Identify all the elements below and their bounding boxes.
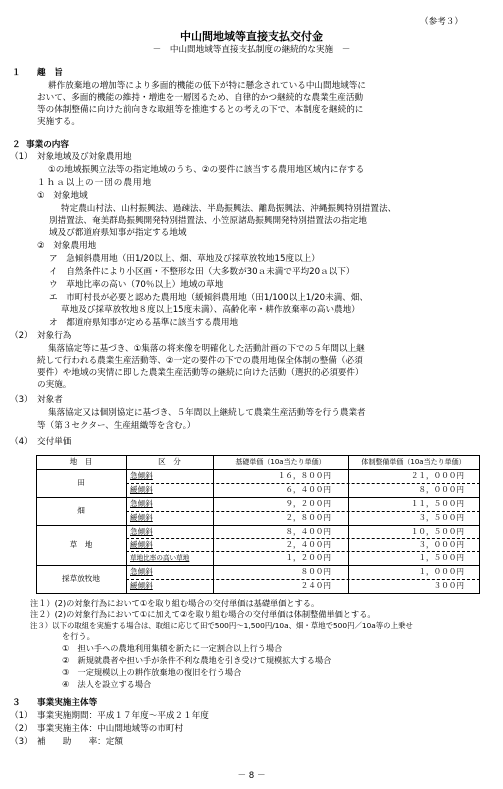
rate-table xyxy=(36,455,480,593)
farmland-item: エ 市町村長が必要と認めた農用地（緩傾斜農用地（田1/100以上1/20未満、畑、 xyxy=(49,293,369,303)
subsection-1-line: １ｈａ以上の一団の農用地 xyxy=(37,178,153,188)
subsection-1-heading: 対象地域及び対象農用地 xyxy=(37,152,132,162)
row-divider xyxy=(126,483,480,484)
subsection-2-heading: 対象行為 xyxy=(37,331,72,341)
target-area-line: 域及び都道府県知事が指定する地域 xyxy=(49,228,187,238)
farmland-item: ウ 草地比率の高い（70％以上）地域の草地 xyxy=(49,280,224,290)
subsection-4-label: （4） xyxy=(10,437,33,447)
category-cell: 急傾斜 xyxy=(130,499,153,508)
full-rate-cell: １１，５００円 xyxy=(410,499,464,508)
full-rate-cell: １，５００円 xyxy=(418,553,464,562)
table-rule xyxy=(36,593,480,594)
subsection-1-label: （1） xyxy=(10,152,33,162)
base-rate-cell: ８，４００円 xyxy=(285,527,331,536)
target-area-line: 別措置法、奄美群島振興開発特別措置法、小笠原諸島振興開発特別措置法の指定地 xyxy=(49,216,367,226)
section-3-item: 事業実施期間：平成１７年度～平成２１年度 xyxy=(37,711,209,721)
subsection-1-line: ①の地域振興立法等の指定地域のうち、②の要件に該当する農用地区域内に存する xyxy=(48,165,365,175)
section-1-line: おいて、多面的機能の維持・増進を一層図るため、自律的かつ継続的な農業生産活動 xyxy=(37,93,364,103)
full-rate-cell: １，０００円 xyxy=(418,567,464,576)
farmland-item: オ 都道府県知事が定める基準に該当する農用地 xyxy=(49,318,239,328)
table-header: 区 分 xyxy=(158,457,181,466)
table-note: 注２）(2)の対象行為において①に加えて②を取り組む場合の交付単価は体制整備単価とする。 xyxy=(30,609,376,619)
full-rate-cell: ３００円 xyxy=(433,581,464,590)
subsection-3-line: 集落協定又は個別協定に基づき、５年間以上継続して農業生産活動等を行う農業者 xyxy=(48,408,366,418)
section-3-number: ３ xyxy=(12,698,21,708)
table-rule xyxy=(36,525,480,526)
section-1-line: 等の体制整備に向けた前向きな取組等を推進するとの考えの下で、本制度を継続的に xyxy=(37,105,364,115)
section-3-item: 補 助 率：定額 xyxy=(37,737,123,747)
page-number: － 8 － xyxy=(237,771,266,781)
full-rate-cell: １０，５００円 xyxy=(410,527,464,536)
base-rate-cell: ６，４００円 xyxy=(285,485,331,494)
subsection-2-line: の実施。 xyxy=(37,380,72,390)
subsection-3-heading: 対象者 xyxy=(37,395,63,405)
table-rule xyxy=(36,565,480,566)
full-rate-cell: ３，０００円 xyxy=(418,540,464,549)
section-3-item-label: （1） xyxy=(10,711,33,721)
table-note: ④ 法人を設立する場合 xyxy=(62,679,152,689)
farmland-item: 草地及び採草放牧地８度以上15度未満）、高齢化率・耕作放棄率の高い農地） xyxy=(61,305,360,315)
land-type-cell: 採草放牧地 xyxy=(62,574,100,583)
section-3-item-label: （2） xyxy=(10,724,33,734)
page-title: 中山間地域等直接支払交付金 xyxy=(180,30,323,43)
table-rule xyxy=(36,455,480,456)
table-note: を行う。 xyxy=(62,631,95,641)
subsection-2-line: 集落協定等に基づき、①集落の将来像を明確化した活動計画の下での５年間以上継 xyxy=(48,344,365,354)
target-farmland-heading: ② 対象農用地 xyxy=(37,241,97,251)
full-rate-cell: ２１，０００円 xyxy=(410,471,464,480)
subsection-2-line: 続して行われる農業生産活動等、②一定の要件の下での農用地保全体制の整備（必須 xyxy=(37,356,363,366)
category-cell: 急傾斜 xyxy=(130,527,153,536)
base-rate-cell: １，２００円 xyxy=(285,553,331,562)
section-3-item-label: （3） xyxy=(10,737,33,747)
table-note: ② 新規就農者や担い手が条件不利な農地を引き受けて規模拡大する場合 xyxy=(62,655,332,665)
table-rule xyxy=(36,455,37,593)
row-divider xyxy=(126,538,480,539)
section-1-line: 耕作放棄地の増加等により多面的機能の低下が特に懸念されている中山間地域等に xyxy=(48,81,366,91)
section-3-heading: 事業実施主体等 xyxy=(37,698,98,708)
subsection-2-label: （2） xyxy=(10,331,33,341)
table-header: 地 目 xyxy=(69,457,93,466)
category-cell: 草地比率の高い草地 xyxy=(130,554,190,562)
base-rate-cell: １６，８００円 xyxy=(277,471,331,480)
table-rule xyxy=(126,455,127,593)
section-1-number: １ xyxy=(12,68,21,78)
reference-label: （参考３） xyxy=(420,17,463,27)
target-area-line: 特定農山村法、山村振興法、過疎法、半島振興法、離島振興法、沖縄振興特別措置法、 xyxy=(61,204,397,214)
land-type-cell: 畑 xyxy=(77,506,85,515)
full-rate-cell: ３，５００円 xyxy=(418,513,464,522)
subsection-2-line: 要件）や地域の実情に即した農業生産活動等の継続に向けた活動（選択的必須要件） xyxy=(37,368,364,378)
subsection-3-label: （3） xyxy=(10,395,33,405)
table-rule xyxy=(479,455,480,593)
table-header: 体制整備単価（10a当たり単価） xyxy=(361,458,466,466)
category-cell: 緩傾斜 xyxy=(130,513,153,522)
farmland-item: イ 自然条件により小区画・不整形な田（大多数が30ａ未満で平均20ａ以下） xyxy=(49,267,355,277)
table-rule xyxy=(36,497,480,498)
subsection-3-line: 等（第３セクター、生産組織等を含む。） xyxy=(37,421,196,431)
row-divider xyxy=(126,579,480,580)
base-rate-cell: ８００円 xyxy=(300,567,331,576)
category-cell: 急傾斜 xyxy=(130,471,153,480)
subsection-4-heading: 交付単価 xyxy=(37,437,72,447)
target-area-heading: ① 対象地域 xyxy=(37,191,88,201)
page-subtitle: － 中山間地域等直接支払制度の継続的な実施 － xyxy=(152,45,351,55)
table-rule xyxy=(36,469,480,470)
section-2-heading: 事業の内容 xyxy=(26,140,69,150)
category-cell: 緩傾斜 xyxy=(130,581,153,590)
category-cell: 緩傾斜 xyxy=(130,540,153,549)
section-1-line: 実施する。 xyxy=(37,117,80,127)
farmland-item: ア 急傾斜農用地（田1/20以上、畑、草地及び採草放牧地15度以上） xyxy=(49,254,320,264)
section-3-item: 事業実施主体：中山間地域等の市町村 xyxy=(37,724,184,734)
base-rate-cell: ２４０円 xyxy=(300,581,331,590)
category-cell: 急傾斜 xyxy=(130,567,153,576)
row-divider xyxy=(126,511,480,512)
table-note: 注３）以下の取組を実施する場合は、取組に応じて田で500円～1,500円/10a、畑・草地で500円／10a等の上乗せ xyxy=(30,621,413,630)
base-rate-cell: ２，８００円 xyxy=(285,513,331,522)
section-1-heading: 趣 旨 xyxy=(37,68,63,78)
base-rate-cell: ２，４００円 xyxy=(285,540,331,549)
section-2-number: ２ xyxy=(12,140,21,150)
land-type-cell: 田 xyxy=(77,478,85,487)
table-note: ③ 一定規模以上の耕作放棄地の復旧を行う場合 xyxy=(62,667,242,677)
category-cell: 緩傾斜 xyxy=(130,485,153,494)
land-type-cell: 草 地 xyxy=(69,540,93,549)
base-rate-cell: ９，２００円 xyxy=(285,499,331,508)
row-divider xyxy=(126,551,480,552)
full-rate-cell: ８，０００円 xyxy=(418,485,464,494)
table-note: 注１）(2)の対象行為において①を取り組む場合の交付単価は基礎単価とする。 xyxy=(30,598,320,608)
table-note: ① 担い手への農地利用集積を新たに一定割合以上行う場合 xyxy=(62,643,283,653)
table-header: 基礎単価（10a当たり単価） xyxy=(235,458,326,466)
